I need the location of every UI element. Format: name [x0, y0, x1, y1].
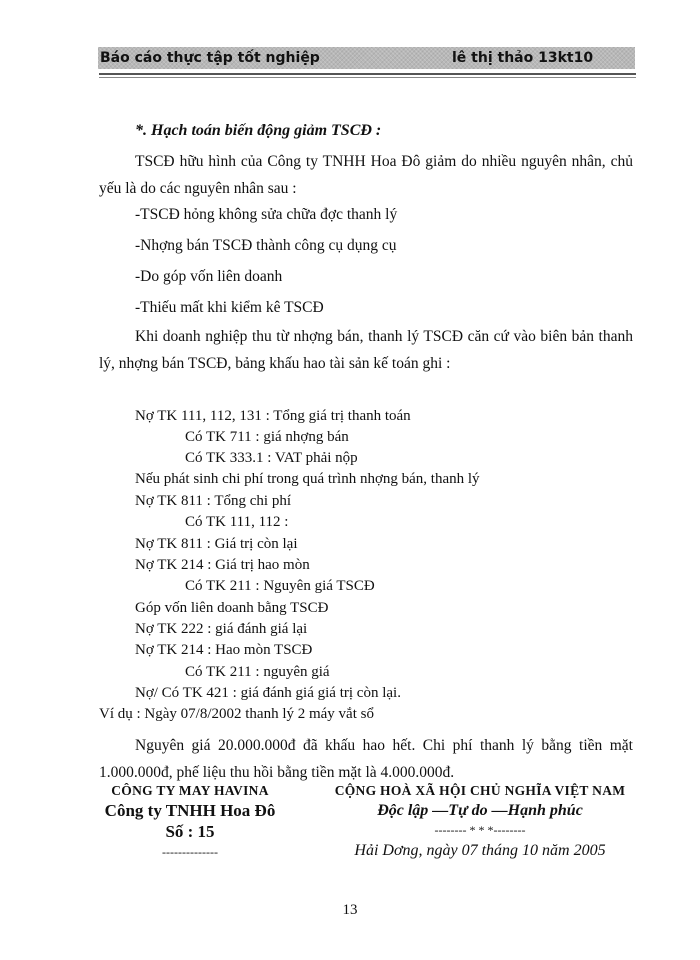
reason-item: -Thiếu mất khi kiểm kê TSCĐ — [135, 299, 324, 316]
right-divider: -------- * * *-------- — [434, 823, 526, 837]
entry-line: Nợ TK 111, 112, 131 : Tổng giá trị thanh toán — [135, 408, 411, 424]
entry-line: Có TK 111, 112 : — [185, 514, 289, 530]
entry-line: Có TK 211 : nguyên giá — [185, 664, 330, 680]
intro-text: TSCĐ hữu hình của Công ty TNHH Hoa Đô giảm do nhiều nguyên nhân, chủ yếu là do các nguyên nhân sau : — [99, 153, 633, 197]
header-rule — [99, 73, 636, 75]
left-divider: -------------- — [162, 845, 218, 859]
form-header-right — [315, 782, 645, 863]
entry-line: Có TK 211 : Nguyên giá TSCĐ — [185, 578, 375, 594]
entry-line: Nợ TK 811 : Giá trị còn lại — [135, 536, 298, 552]
entry-line: Có TK 333.1 : VAT phải nộp — [185, 450, 358, 466]
reason-item: -Do góp vốn liên doanh — [135, 268, 283, 285]
header-rule-secondary — [99, 77, 636, 78]
entry-line: Nợ TK 214 : Giá trị hao mòn — [135, 557, 310, 573]
header-report-title: Báo cáo thực tập tốt nghiệp — [100, 50, 320, 66]
entry-line: Nợ TK 811 : Tổng chi phí — [135, 493, 291, 509]
reason-item: -TSCĐ hỏng không sửa chữa đợc thanh lý — [135, 206, 398, 223]
entry-line: Nếu phát sinh chi phí trong quá trình nhợng bán, thanh lý — [135, 471, 480, 487]
company-name: Công ty TNHH Hoa Đô — [104, 801, 276, 820]
example-paragraph — [99, 732, 633, 786]
page-number: 13 — [342, 902, 358, 918]
intro-paragraph — [99, 148, 633, 202]
entry-line: Nợ TK 214 : Hao mòn TSCĐ — [135, 642, 313, 658]
entry-line: Góp vốn liên doanh bằng TSCĐ — [135, 600, 329, 616]
running-header — [98, 47, 635, 69]
section-heading: *. Hạch toán biến động giảm TSCĐ : — [135, 122, 382, 139]
example-text: Nguyên giá 20.000.000đ đã khấu hao hết. Chi phí thanh lý bằng tiền mặt 1.000.000đ, phế liệu thu hồi bằng tiền mặt là 4.000.000đ. — [99, 737, 633, 781]
national-title: CỘNG HOÀ XÃ HỘI CHỦ NGHĨA VIỆT NAM — [334, 783, 626, 798]
parent-company: CÔNG TY MAY HAVINA — [111, 783, 269, 798]
example-title: Ví dụ : Ngày 07/8/2002 thanh lý 2 máy vắt sổ — [99, 706, 374, 722]
document-number: Số : 15 — [165, 822, 215, 841]
reason-item: -Nhợng bán TSCĐ thành công cụ dụng cụ — [135, 237, 397, 254]
entry-line: Nợ/ Có TK 421 : giá đánh giá giá trị còn lại. — [135, 685, 401, 701]
entry-line: Có TK 711 : giá nhợng bán — [185, 429, 349, 445]
header-author: lê thị thảo 13kt10 — [452, 50, 594, 66]
place-date: Hải Dơng, ngày 07 tháng 10 năm 2005 — [354, 842, 606, 859]
entry-line: Nợ TK 222 : giá đánh giá lại — [135, 621, 308, 637]
national-motto: Độc lập —Tự do —Hạnh phúc — [377, 802, 583, 819]
sale-paragraph — [99, 323, 633, 377]
sale-text: Khi doanh nghiệp thu từ nhợng bán, thanh lý TSCĐ căn cứ vào biên bản thanh lý, nhợng bán TSCĐ, bảng khấu hao tài sản kế toán ghi : — [99, 328, 633, 372]
form-header-left — [100, 782, 280, 862]
